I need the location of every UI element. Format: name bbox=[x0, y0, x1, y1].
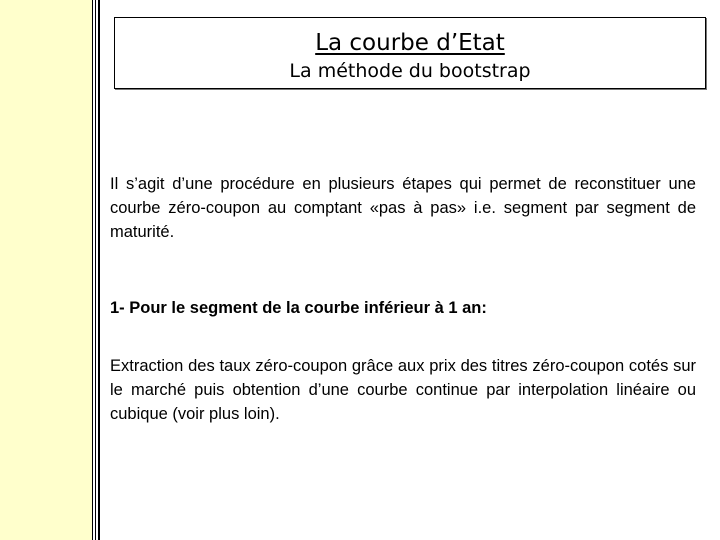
intro-paragraph: Il s’agit d’une procédure en plusieurs étapes qui permet de reconstituer une courbe zéro-coupon au comptant «pas à pas» i.e. segment par segment de maturité. bbox=[110, 175, 696, 241]
vertical-rule bbox=[95, 0, 96, 540]
slide-title: La courbe d’Etat bbox=[315, 30, 505, 56]
body-paragraph: Extraction des taux zéro-coupon grâce aux prix des titres zéro-coupon cotés sur le marché puis obtention d’une courbe continue par interpolation linéaire ou cubique (voir plus loin). bbox=[110, 357, 696, 423]
vertical-rule bbox=[98, 0, 100, 540]
title-box bbox=[114, 17, 706, 89]
slide-subtitle: La méthode du bootstrap bbox=[289, 60, 531, 82]
section-heading: 1- Pour le segment de la courbe inférieur à 1 an: bbox=[110, 299, 487, 317]
left-side-band bbox=[0, 0, 92, 540]
vertical-rule bbox=[92, 0, 93, 540]
